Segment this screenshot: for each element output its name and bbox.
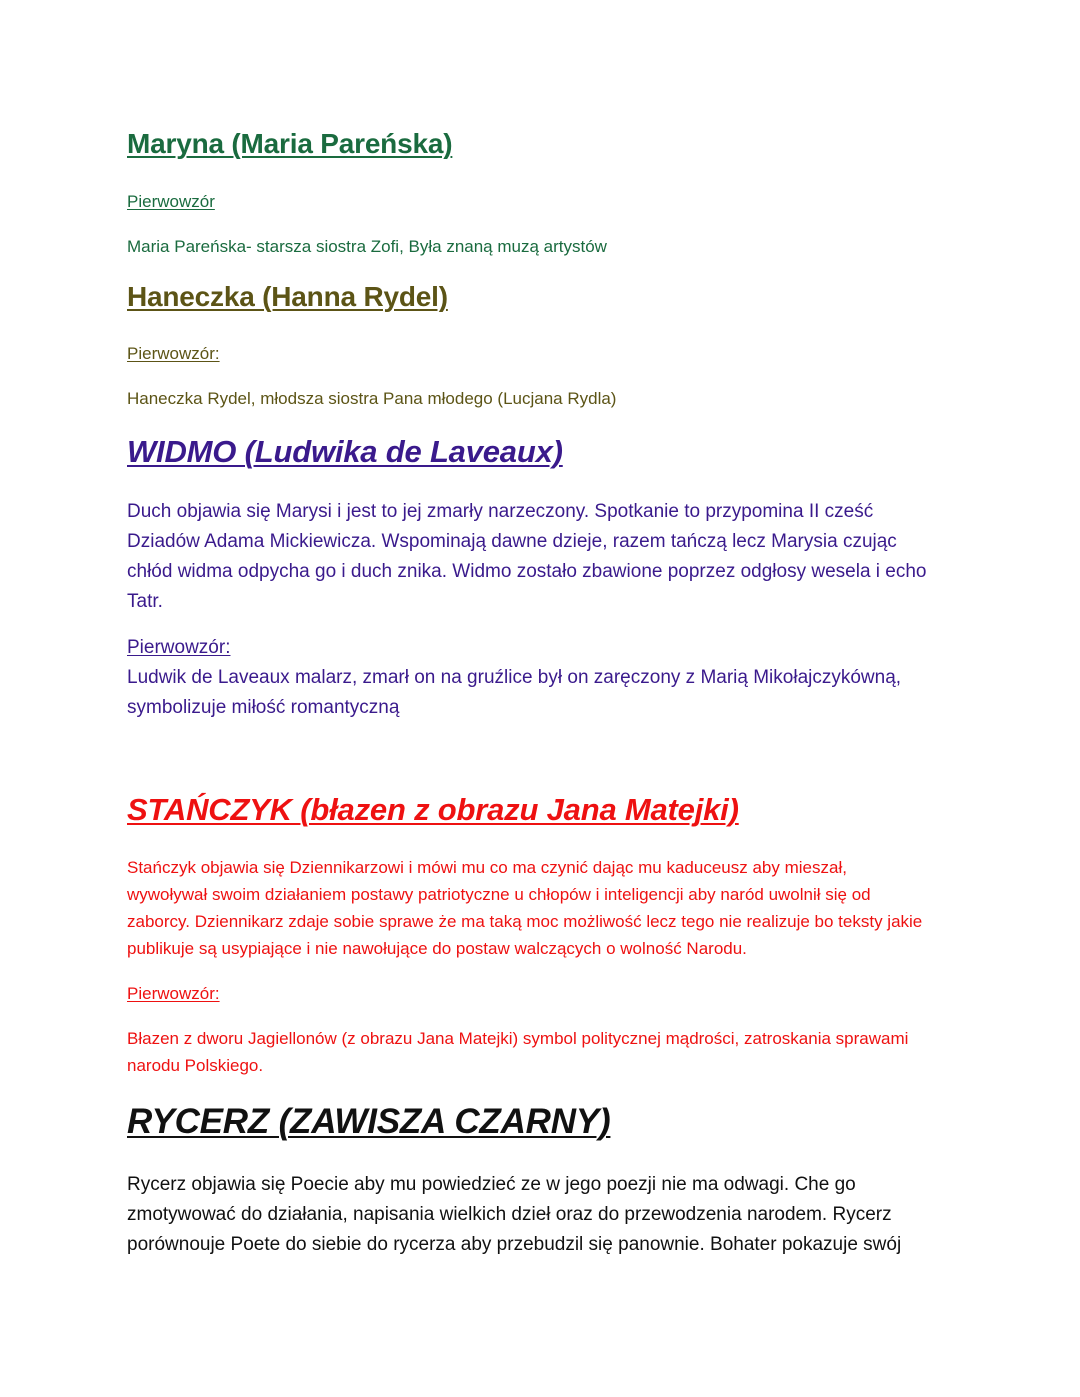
pierwowzor-text-widmo-line: Ludwik de Laveaux malarz, zmarł on na gruźlice był on zaręczony z Marią Mikołajczykówną, <box>127 667 902 688</box>
text-stanczyk-line: Stańczyk objawia się Dziennikarzowi i mówi mu co ma czynić dając mu kaduceusz aby mieszał, <box>127 858 847 877</box>
text-rycerz-line: porównouje Poete do siebie do rycerza aby przebudzil się panownie. Bohater pokazuje swój <box>127 1234 902 1255</box>
text-widmo-line: Duch objawia się Marysi i jest to jej zmarły narzeczony. Spotkanie to przypomina II cześć <box>127 501 874 522</box>
pierwowzor-text-stanczyk-line: Błazen z dworu Jagiellonów (z obrazu Jana Matejki) symbol politycznej mądrości, zatroskania sprawami <box>127 1029 909 1048</box>
pierwowzor-text-widmo-line: symbolizuje miłość romantyczną <box>127 697 400 718</box>
pierwowzor-label-stanczyk: Pierwowzór: <box>127 984 220 1003</box>
text-stanczyk-line: publikuje są usypiające i nie nawołujące do postaw walczących o wolność Narodu. <box>127 939 747 958</box>
text-rycerz-line: zmotywować do działania, napisania wielkich dzieł oraz do przewodzenia narodem. Rycerz <box>127 1204 892 1225</box>
heading-stanczyk: STAŃCZYK (błazen z obrazu Jana Matejki) <box>127 792 739 827</box>
text-stanczyk-line: zaborcy. Dziennikarz zdaje sobie sprawe że ma taką moc możliwość lecz tego nie realizuje bo teksty jakie <box>127 912 923 931</box>
heading-maryna: Maryna (Maria Pareńska) <box>127 128 453 159</box>
heading-haneczka: Haneczka (Hanna Rydel) <box>127 281 448 312</box>
text-rycerz-line: Rycerz objawia się Poecie aby mu powiedzieć ze w jego poezji nie ma odwagi. Che go <box>127 1174 856 1195</box>
text-widmo-line: Tatr. <box>127 591 163 612</box>
pierwowzor-label-maryna: Pierwowzór <box>127 192 215 211</box>
heading-rycerz: RYCERZ (ZAWISZA CZARNY) <box>127 1102 611 1141</box>
heading-widmo: WIDMO (Ludwika de Laveaux) <box>127 434 563 469</box>
text-widmo-line: chłód widma odpycha go i duch znika. Widmo zostało zbawione poprzez odgłosy wesela i echo <box>127 561 927 582</box>
text-haneczka: Haneczka Rydel, młodsza siostra Pana młodego (Lucjana Rydla) <box>127 389 617 408</box>
pierwowzor-text-stanczyk-line: narodu Polskiego. <box>127 1056 264 1075</box>
text-widmo-line: Dziadów Adama Mickiewicza. Wspominają dawne dzieje, razem tańczą lecz Marysia czując <box>127 531 897 552</box>
text-stanczyk-line: wywoływał swoim działaniem postawy patriotyczne u chłopów i inteligencji aby naród uwolnił się od <box>127 885 871 904</box>
pierwowzor-label-widmo: Pierwowzór: <box>127 637 231 658</box>
text-maryna: Maria Pareńska- starsza siostra Zofi, Była znaną muzą artystów <box>127 237 607 256</box>
pierwowzor-label-haneczka: Pierwowzór: <box>127 344 220 363</box>
